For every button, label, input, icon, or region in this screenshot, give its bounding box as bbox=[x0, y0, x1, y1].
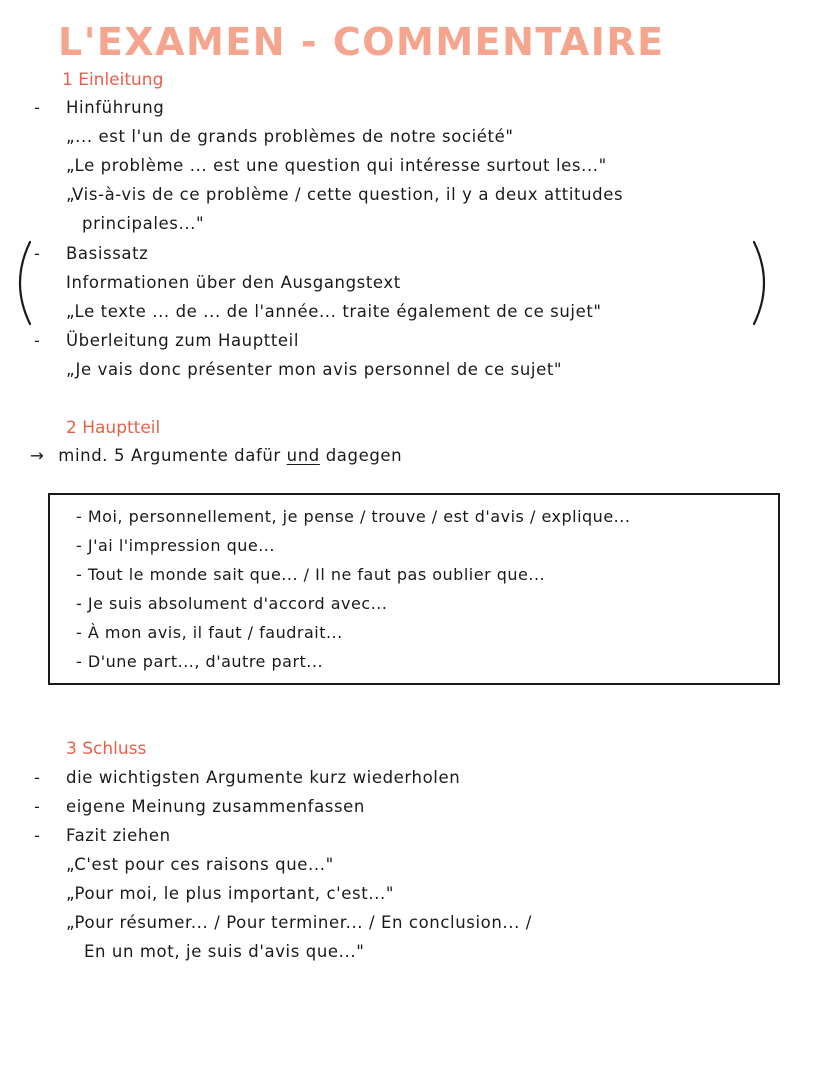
hinfuehrung-quote: „Vis-à-vis de ce problème / cette question, il y a deux attitudes bbox=[66, 185, 624, 204]
phrases-box bbox=[48, 493, 780, 685]
schluss-point: eigene Meinung zusammenfassen bbox=[66, 797, 365, 816]
bullet-dash: - bbox=[34, 797, 40, 816]
intro-text-underlined: und bbox=[286, 446, 320, 465]
bullet-dash: - bbox=[34, 244, 40, 263]
phrase-item: - D'une part..., d'autre part... bbox=[76, 652, 324, 671]
phrase-item: - Tout le monde sait que... / Il ne faut pas oublier que... bbox=[76, 565, 546, 584]
bullet-dash: - bbox=[34, 98, 40, 117]
bullet-dash: - bbox=[34, 331, 40, 350]
phrase-item: - À mon avis, il faut / faudrait... bbox=[76, 623, 343, 642]
bullet-dash: - bbox=[34, 826, 40, 845]
phrase-item: - J'ai l'impression que... bbox=[76, 536, 275, 555]
basissatz-quote: „Le texte ... de ... de l'année... traite également de ce sujet" bbox=[66, 302, 602, 321]
right-parenthesis bbox=[746, 238, 776, 328]
intro-text-before: mind. 5 Argumente dafür bbox=[58, 446, 281, 465]
schluss-point: die wichtigsten Argumente kurz wiederholen bbox=[66, 768, 461, 787]
ueberleitung-quote: „Je vais donc présenter mon avis personnel de ce sujet" bbox=[66, 360, 563, 379]
basissatz-label: Basissatz bbox=[66, 244, 149, 263]
schluss-quote: „Pour moi, le plus important, c'est..." bbox=[66, 884, 395, 903]
intro-text-after: dagegen bbox=[325, 446, 403, 465]
schluss-quote: „Pour résumer... / Pour terminer... / En conclusion... / bbox=[66, 913, 532, 932]
ueberleitung-label: Überleitung zum Hauptteil bbox=[66, 331, 300, 350]
hauptteil-intro bbox=[30, 446, 402, 465]
basissatz-info: Informationen über den Ausgangstext bbox=[66, 273, 401, 292]
hinfuehrung-quote: „Le problème ... est une question qui intéresse surtout les..." bbox=[66, 156, 607, 175]
phrase-item: - Moi, personnellement, je pense / trouve / est d'avis / explique... bbox=[76, 507, 631, 526]
schluss-point: Fazit ziehen bbox=[66, 826, 171, 845]
schluss-quote-continued: En un mot, je suis d'avis que..." bbox=[84, 942, 365, 961]
hinfuehrung-quote-continued: principales..." bbox=[82, 214, 205, 233]
section-heading-schluss: 3 Schluss bbox=[66, 739, 147, 759]
phrase-item: - Je suis absolument d'accord avec... bbox=[76, 594, 388, 613]
bullet-dash: - bbox=[34, 768, 40, 787]
hinfuehrung-quote: „... est l'un de grands problèmes de notre société" bbox=[66, 127, 514, 146]
section-heading-hauptteil: 2 Hauptteil bbox=[66, 418, 161, 438]
schluss-quote: „C'est pour ces raisons que..." bbox=[66, 855, 334, 874]
arrow-icon: → bbox=[30, 446, 45, 465]
section-heading-einleitung: 1 Einleitung bbox=[62, 70, 164, 90]
page-title: L'EXAMEN - COMMENTAIRE bbox=[58, 20, 665, 64]
hinfuehrung-label: Hinführung bbox=[66, 98, 165, 117]
